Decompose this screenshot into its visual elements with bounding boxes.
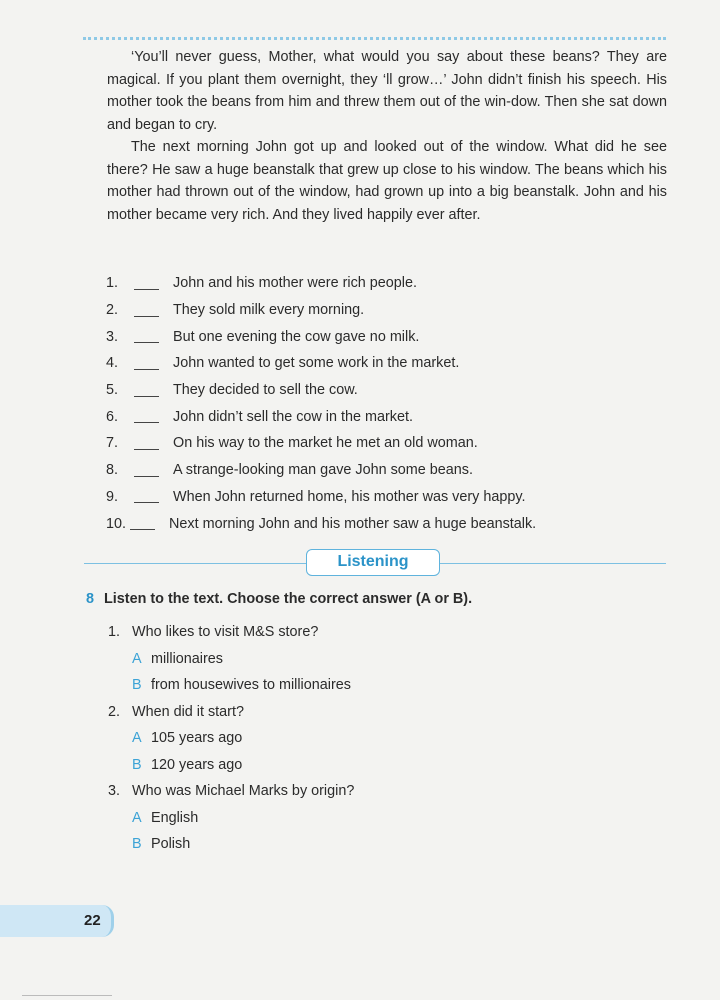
item-text: On his way to the market he met an old woman. <box>173 435 478 452</box>
item-text: John wanted to get some work in the market. <box>173 355 460 372</box>
question <box>108 699 608 726</box>
item-number: 10. <box>106 515 127 532</box>
item-number: 4. <box>106 355 119 372</box>
answer-option[interactable] <box>108 672 608 699</box>
list-item <box>106 484 646 511</box>
option-text: 105 years ago <box>151 730 243 747</box>
option-letter: A <box>132 730 142 747</box>
item-text: But one evening the cow gave no milk. <box>173 328 420 345</box>
option-text: millionaires <box>151 650 223 667</box>
answer-option[interactable] <box>108 646 608 673</box>
answer-option[interactable] <box>108 805 608 832</box>
option-text: English <box>151 809 199 826</box>
option-text: from housewives to millionaires <box>151 677 351 694</box>
option-text: 120 years ago <box>151 756 243 773</box>
option-letter: B <box>132 756 142 773</box>
story-paragraph: The next morning John got up and looked out of the window. What did he see there? He saw a huge beanstalk that grew up close to his window. The beans which his mother had thrown out of the window, had grown up into a big beanstalk. John and his mother became very rich. And they lived happily ever after. <box>107 139 667 223</box>
dotted-divider <box>83 37 666 40</box>
option-letter: A <box>132 650 142 667</box>
list-item <box>106 403 646 430</box>
list-item <box>106 430 646 457</box>
list-item <box>106 377 646 404</box>
item-number: 1. <box>106 275 119 292</box>
item-number: 2. <box>106 302 119 319</box>
true-false-list <box>106 270 646 537</box>
item-text: When John returned home, his mother was very happy. <box>173 488 526 505</box>
item-text: John didn’t sell the cow in the market. <box>173 408 413 425</box>
question-text: When did it start? <box>132 703 244 720</box>
item-text: A strange-looking man gave John some beans. <box>173 462 473 479</box>
exercise-number: 8 <box>86 591 95 607</box>
answer-option[interactable] <box>108 725 608 752</box>
answer-blank[interactable] <box>134 304 159 317</box>
list-item <box>106 323 646 350</box>
item-number: 7. <box>106 435 119 452</box>
answer-blank[interactable] <box>130 517 155 530</box>
answer-blank[interactable] <box>134 490 159 503</box>
list-item <box>106 350 646 377</box>
answer-blank[interactable] <box>134 384 159 397</box>
exercise-instruction: Listen to the text. Choose the correct answer (A or B). <box>104 591 473 607</box>
option-text: Polish <box>151 836 191 853</box>
question-number: 2. <box>108 703 121 720</box>
list-item <box>106 510 646 537</box>
item-number: 8. <box>106 462 119 479</box>
section-divider-right <box>440 563 666 564</box>
item-text: Next morning John and his mother saw a huge beanstalk. <box>169 515 537 532</box>
question-text: Who was Michael Marks by origin? <box>132 783 355 800</box>
section-divider-left <box>84 563 306 564</box>
answer-blank[interactable] <box>134 330 159 343</box>
list-item <box>106 297 646 324</box>
list-item <box>106 457 646 484</box>
answer-option[interactable] <box>108 752 608 779</box>
question-list <box>108 619 608 858</box>
page-number: 22 <box>84 912 101 929</box>
answer-option[interactable] <box>108 831 608 858</box>
question-text: Who likes to visit M&S store? <box>132 624 319 641</box>
item-text: John and his mother were rich people. <box>173 275 417 292</box>
bottom-rule <box>22 995 112 996</box>
story-paragraph: ‘You’ll never guess, Mother, what would you say about these beans? They are magical. If you plant them overnight, they ‘ll grow…’ John didn’t finish his speech. His mother took the beans from him and threw them out of the win-dow. Then she sat down and began to cry. <box>107 49 667 133</box>
item-text: They decided to sell the cow. <box>173 382 358 399</box>
answer-blank[interactable] <box>134 277 159 290</box>
answer-blank[interactable] <box>134 437 159 450</box>
section-heading: Listening <box>306 549 440 576</box>
answer-blank[interactable] <box>134 357 159 370</box>
item-number: 9. <box>106 488 119 505</box>
question-number: 1. <box>108 624 121 641</box>
item-number: 6. <box>106 408 119 425</box>
list-item <box>106 270 646 297</box>
item-text: They sold milk every morning. <box>173 302 365 319</box>
answer-blank[interactable] <box>134 410 159 423</box>
item-number: 5. <box>106 382 119 399</box>
option-letter: A <box>132 809 142 826</box>
story-text <box>107 46 667 226</box>
exercise-heading <box>86 591 472 607</box>
item-number: 3. <box>106 328 119 345</box>
question <box>108 778 608 805</box>
option-letter: B <box>132 836 142 853</box>
question-number: 3. <box>108 783 121 800</box>
question <box>108 619 608 646</box>
answer-blank[interactable] <box>134 464 159 477</box>
option-letter: B <box>132 677 142 694</box>
